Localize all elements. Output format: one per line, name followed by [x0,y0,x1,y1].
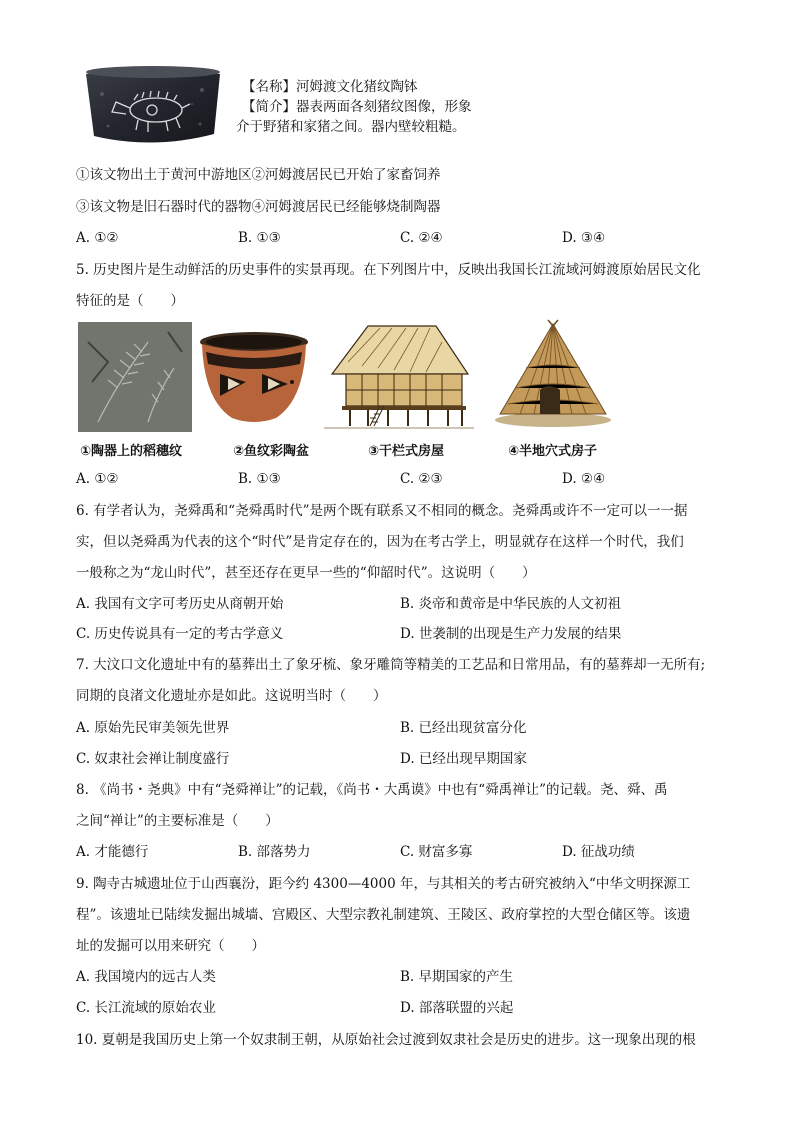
q9-stem-line1: 9. 陶寺古城遗址位于山西襄汾，距今约 4300—4000 年，与其相关的考古研究被纳入“中华文明探源工 [76,876,691,892]
q6-option-d: D. 世袭制的出现是生产力发展的结果 [400,626,622,642]
q6-option-c: C. 历史传说具有一定的考古学意义 [76,626,284,642]
artifact-intro-line1: 【简介】器表两面各刻猪纹图像，形象 [242,99,472,115]
rice-ear-pattern-image [78,322,192,432]
q7-stem-line2: 同期的良渚文化遗址亦是如此。这说明当时（ ） [76,688,387,704]
q5-option-d: D. ②④ [562,471,606,487]
q6-option-a: A. 我国有文字可考历史从商朝开始 [76,596,284,612]
q9-option-d: D. 部落联盟的兴起 [400,1000,514,1016]
q6-stem-line1: 6. 有学者认为，尧舜禹和“尧舜禹时代”是两个既有联系又不相同的概念。尧舜禹或许不一定可以一一据 [76,503,688,519]
q8-option-a: A. 才能德行 [76,844,149,860]
q7-stem-line1: 7. 大汶口文化遗址中有的墓葬出土了象牙梳、象牙雕筒等精美的工艺品和日常用品，有的墓葬却一无所有; [76,657,706,673]
q7-option-a: A. 原始先民审美领先世界 [76,720,230,736]
q4-statement-2: ③该文物是旧石器时代的器物④河姆渡居民已经能够烧制陶器 [76,199,441,215]
q7-option-d: D. 已经出现早期国家 [400,751,527,767]
q5-caption-3: ③干栏式房屋 [368,444,445,459]
pottery-bowl-image [82,64,224,150]
q4-option-c: C. ②④ [400,230,443,246]
q6-stem-line3: 一般称之为“龙山时代”，甚至还存在更早一些的“仰韶时代”。这说明（ ） [76,565,536,581]
q5-option-a: A. ①② [76,471,119,487]
semi-subterranean-house-image [490,318,616,430]
q5-caption-4: ④半地穴式房子 [508,444,598,459]
q5-stem-line1: 5. 历史图片是生动鲜活的历史事件的实景再现。在下列图片中，反映出我国长江流域河姆渡原始居民文化 [76,262,701,278]
q6-option-b: B. 炎帝和黄帝是中华民族的人文初祖 [400,596,622,612]
q6-stem-line2: 实，但以尧舜禹为代表的这个“时代”是肯定存在的，因为在考古学上，明显就存在这样一个时代，我们 [76,534,684,550]
q7-option-c: C. 奴隶社会禅让制度盛行 [76,751,230,767]
artifact-intro-line2: 介于野猪和家猪之间。器内壁较粗糙。 [236,119,466,135]
q8-stem-line1: 8. 《尚书・尧典》中有“尧舜禅让”的记载，《尚书・大禹谟》中也有“舜禹禅让”的记载。尧、舜、禹 [76,782,668,798]
q8-option-b: B. 部落势力 [238,844,311,860]
q7-option-b: B. 已经出现贫富分化 [400,720,527,736]
q4-statement-1: ①该文物出土于黄河中游地区②河姆渡居民已开始了家畜饲养 [76,167,441,183]
q9-option-a: A. 我国境内的远古人类 [76,969,216,985]
q9-option-b: B. 早期国家的产生 [400,969,514,985]
q5-caption-2: ②鱼纹彩陶盆 [233,444,310,459]
artifact-name: 【名称】河姆渡文化猪纹陶钵 [242,79,418,95]
q9-option-c: C. 长江流域的原始农业 [76,1000,216,1016]
q5-option-c: C. ②③ [400,471,443,487]
q4-option-a: A. ①② [76,230,119,246]
fish-pattern-basin-image [196,330,312,426]
q8-stem-line2: 之间“禅让”的主要标准是（ ） [76,813,279,829]
stilt-house-image [318,322,478,430]
q4-option-b: B. ①③ [238,230,281,246]
q10-stem-line1: 10. 夏朝是我国历史上第一个奴隶制王朝，从原始社会过渡到奴隶社会是历史的进步。这一现象出现的根 [76,1032,696,1048]
q5-option-b: B. ①③ [238,471,281,487]
q8-option-c: C. 财富多寡 [400,844,473,860]
q4-option-d: D. ③④ [562,230,606,246]
q5-stem-line2: 特征的是（ ） [76,293,184,309]
q9-stem-line2: 程”。该遗址已陆续发掘出城墙、宫殿区、大型宗教礼制建筑、王陵区、政府掌控的大型仓储区等。该遗 [76,907,691,923]
q8-option-d: D. 征战功绩 [562,844,635,860]
q5-caption-1: ①陶器上的稻穗纹 [80,444,183,459]
q9-stem-line3: 址的发掘可以用来研究（ ） [76,938,265,954]
